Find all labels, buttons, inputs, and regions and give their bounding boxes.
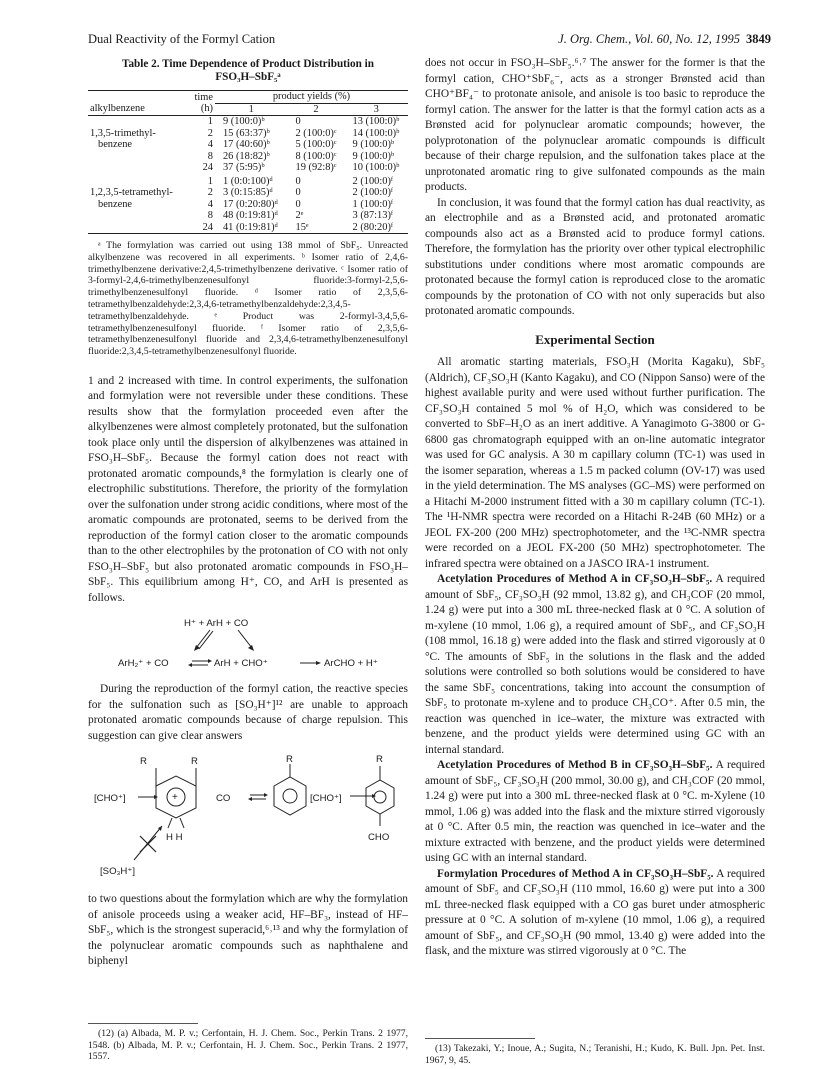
footnote-divider bbox=[425, 1038, 535, 1039]
cell-product-3: 2 (100:0)ᶠ bbox=[352, 187, 394, 198]
formyl-cation-label: [CHO⁺] bbox=[94, 793, 126, 805]
benzene-ring-structures bbox=[88, 748, 408, 888]
scheme-reactants-top: H⁺ + ArH + CO bbox=[184, 618, 249, 630]
cell-product-1: 41 (0:19:81)ᵈ bbox=[215, 222, 288, 234]
run-in-heading: Acetylation Procedures of Method A in CF₃SO₃H–SbF₅. bbox=[437, 573, 713, 585]
cell-product-2: 0 bbox=[295, 187, 301, 198]
cell-empty bbox=[88, 174, 185, 188]
table-row bbox=[88, 210, 408, 222]
footnote-12: (12) (a) Albada, M. P. v.; Cerfontain, H. J. Chem. Soc., Perkin Trans. 2 1977, 1548. (b) Albada, M. P. v.; Cerfontain, H. J. Chem. Soc., Perkin Trans. 2 1977, 1557. bbox=[88, 1028, 408, 1062]
cell-product-1: 17 (40:60)ᵇ bbox=[222, 139, 270, 150]
cell-product-2: 0 bbox=[295, 116, 301, 127]
cell-product-3: 9 (100:0)ᵇ bbox=[352, 150, 395, 162]
page-number: 3849 bbox=[746, 32, 771, 46]
table-row bbox=[88, 174, 408, 188]
cell-product-3: 1 (100:0)ᶠ bbox=[352, 198, 394, 210]
cell-empty bbox=[88, 222, 185, 234]
substituent-r: R bbox=[191, 756, 198, 768]
table-header-row bbox=[88, 91, 408, 104]
hh-label: H H bbox=[166, 832, 183, 844]
paragraph: All aromatic starting materials, FSO₃H (Morita Kagaku), SbF₅ (Aldrich), CF₃SO₃H (Kanto Kagaku), and CO (Nippon Sanso) were of the highest available purity and were used without further purification. The CF₃SO₃H contained 5 mol % of H₂O, which was considered to be converted to SbF–H₂O as an inert additive. A Yanagimoto G-3800 or G-6800 gas chromatograph equipped with an on-line automatic integrator was used for GC analysis. A 30 m capillary column (TC-1) was used in the isomer separation, whereas a 1.5 m packed column (OV-17) was used in the yield determination. The MS analyses (GC–MS) were performed on a Hitachi M-2000 instrument fitted with a 30 m capillary column (TC-1). The ¹H-NMR spectra were recorded on a Hitachi R-24B (60 MHz) or a JEOL FX-200 (200 MHz) spectrophotometer, and the ¹³C-NMR spectra were recorded on a JEOL FX-200 (50 MHz) spectrophotometer. The infrared spectra were obtained on a JASCO IRA-1 instrument. bbox=[425, 356, 765, 570]
header-product-1: 1 bbox=[215, 103, 288, 116]
cell-empty bbox=[88, 210, 185, 222]
cell-product-2: 8 (100:0)ᶜ bbox=[295, 150, 337, 162]
paragraph: does not occur in FSO₃H–SbF₅.⁶˒⁷ The answer for the former is that the formyl cation, CHO⁺SbF₆⁻, acts as a stronger Brønsted acid than CHO⁺BF₄⁻ to protonate anisole, and anisole is too basic to reproduce the formyl cation. The answer for the latter is that the formyl cation acts as a Brønsted acid for polynuclear aromatic compounds; however, the polyprotonation of the polynuclear aromatic compounds is difficult because of their charge repulsion, and the sulfonation takes place at the unprotonated aromatic ring to give sulfonated compounds as the main products. bbox=[425, 57, 765, 193]
paragraph: to two questions about the formylation which are why the formylation of anisole proceeds using a weaker acid, HF–BF₃, instead of HF–SbF₅, which is the strongest superacid,⁶˒¹³ and why the formylation of the polynuclear aromatic compounds such as naphthalene and biphenyl bbox=[88, 893, 408, 968]
table-row bbox=[88, 162, 408, 174]
table-title-line1: Table 2. Time Dependence of Product Distribution in bbox=[122, 58, 374, 70]
cell-time: 4 bbox=[207, 198, 213, 210]
header-product-3: 3 bbox=[345, 103, 408, 116]
footnotes-right bbox=[425, 1030, 765, 1066]
formyl-cation-label-2: [CHO⁺] bbox=[310, 793, 342, 805]
paragraph: In conclusion, it was found that the formyl cation has dual reactivity, as an electrophile and as a Brønsted acid, and protonated aromatic compounds also act as a Brønsted acid to produce formyl cations. Therefore, the formylation has the priority over other typical electrophilic substitutions under conditions where most aromatic compounds are protonated because the formyl cation is reproduced close to the aromatic compounds by the protonation of CO with not only superacids but also protonated aromatic compounds. bbox=[425, 196, 765, 317]
product-distribution-table bbox=[88, 90, 408, 234]
cell-product-1: 37 (5:95)ᵇ bbox=[222, 162, 265, 173]
footnote-13: (13) Takezaki, Y.; Inoue, A.; Sugita, N.; Teranishi, H.; Kudo, K. Bull. Jpn. Pet. Inst. 1967, 9, 45. bbox=[425, 1043, 765, 1066]
cell-product-3: 13 (100:0)ᵇ bbox=[352, 116, 400, 127]
cell-product-3: 14 (100:0)ᵇ bbox=[352, 127, 400, 139]
substituent-r: R bbox=[140, 756, 147, 768]
table-footnote-text: ᵃ The formylation was carried out using 138 mmol of SbF₅. Unreacted alkylbenzene was recovered in all experiments. ᵇ Isomer ratio of 2,4,6-trimethylbenzene derivative:2,4,5-trimethylbenzene derivative. ᶜ Isomer ratio of 3-formyl-2,4,6-trimethylbenzenesulfonyl fluoride:3-formyl-2,5,6-trimethylbenzenesulfonyl fluoride. ᵈ Isomer ratio of 2,3,5,6-tetramethylbenzaldehyde:2,3,4,6-tetramethylbenzaldehyde:2,3,4,5-tetramethylbenzaldehyde. ᵉ Product was 2-formyl-3,4,5,6-tetramethylbenzenesulfonyl fluoride. ᶠ Isomer ratio of 2,3,5,6-tetramethylbenzenesulfonyl fluoride and 2,3,4,6-tetramethylbenzenesulfonyl fluoride:2,3,4,5-tetramethylbenzenesulfonyl fluoride. bbox=[88, 240, 408, 358]
group-label-mesitylene-line2: benzene bbox=[98, 139, 133, 150]
cell-product-3: 9 (100:0)ᵇ bbox=[352, 139, 395, 150]
substituent-r: R bbox=[376, 754, 383, 766]
header-time-unit: (h) bbox=[185, 103, 215, 116]
paragraph-body: A required amount of SbF₅, CF₃SO₃H (200 mmol, 30.00 g), and CH₃COF (20 mmol, 1.24 g) were put into a 300 mL three-necked flask at 0 °C. m-Xylene (10 mmol, 1.06 g) was added into the flask and the mixture stirred vigorously at 0 °C. After 0.5 min, the reaction was quenched in ice–water and the mixture extracted with benzene, and the product yields were determined using GC with an internal standard. bbox=[425, 759, 765, 864]
table-row bbox=[88, 139, 408, 151]
sulfonium-label: [SO₃H⁺] bbox=[100, 866, 136, 878]
table-row bbox=[88, 199, 408, 211]
group-label-isodurene-line1: 1,2,3,5-tetramethyl- bbox=[90, 187, 173, 198]
paragraph-formylation-a bbox=[425, 867, 765, 960]
cell-product-1: 1 (0:0:100)ᵈ bbox=[222, 175, 273, 187]
substituent-r: R bbox=[286, 754, 293, 766]
cell-product-1: 17 (0:20:80)ᵈ bbox=[222, 198, 278, 210]
cell-empty bbox=[88, 116, 185, 128]
cell-product-3: 2 (100:0)ᶠ bbox=[352, 175, 394, 187]
table-row bbox=[88, 151, 408, 163]
cell-time: 8 bbox=[207, 150, 213, 162]
run-in-heading: Acetylation Procedures of Method B in CF₃SO₃H–SbF₅. bbox=[437, 759, 713, 771]
table-title-line2: FSO₃H–SbF₅ᵃ bbox=[215, 71, 281, 83]
cell-product-2: 0 bbox=[295, 198, 301, 210]
header-product-2: 2 bbox=[288, 103, 345, 116]
table-row bbox=[88, 187, 408, 199]
paragraph-body: A required amount of SbF₅ and CF₃SO₃H (110 mmol, 16.60 g) were put into a 300 mL three-necked flask equipped with a CO gas buret under atmospheric pressure at 0 °C. A solution of m-xylene (10 mmol, 1.06 g), a required amount of SbF₅, and CF₃SO₃H (90 mmol, 13.40 g) were added into the flask, and the mixture was stirred vigorously at 0 °C. The bbox=[425, 867, 765, 957]
cell-time: 4 bbox=[207, 139, 213, 150]
footnote-divider bbox=[88, 1023, 198, 1024]
table-footnotes bbox=[88, 240, 408, 358]
scheme-middle: ArH + CHO⁺ bbox=[214, 658, 268, 670]
right-column bbox=[425, 56, 765, 960]
left-column bbox=[88, 56, 408, 970]
cell-time: 2 bbox=[207, 187, 213, 198]
co-label: CO bbox=[216, 793, 231, 805]
left-body-text-2 bbox=[88, 682, 408, 744]
scheme-right: ArCHO + H⁺ bbox=[324, 658, 378, 670]
cell-product-1: 15 (63:37)ᵇ bbox=[222, 127, 270, 139]
cell-product-3: 10 (100:0)ᵇ bbox=[352, 162, 400, 173]
cell-time: 24 bbox=[202, 162, 213, 173]
cell-product-2: 19 (92:8)ᶜ bbox=[295, 162, 337, 173]
running-head-title: Dual Reactivity of the Formyl Cation bbox=[88, 32, 276, 46]
aldehyde-label: CHO bbox=[368, 832, 390, 844]
run-in-heading: Formylation Procedures of Method A in CF₃SO₃H–SbF₅. bbox=[437, 867, 714, 880]
cell-product-2: 2 (100:0)ᶜ bbox=[295, 127, 337, 139]
footnotes-left bbox=[88, 1015, 408, 1063]
equilibrium-scheme bbox=[88, 612, 408, 678]
cell-time: 1 bbox=[207, 175, 213, 187]
cell-time: 2 bbox=[207, 127, 213, 139]
cell-time: 1 bbox=[207, 116, 213, 127]
section-heading: Experimental Section bbox=[535, 331, 655, 347]
left-body-text-3 bbox=[88, 892, 408, 970]
table-row bbox=[88, 116, 408, 128]
ring-charge: + bbox=[172, 792, 178, 804]
right-body-text bbox=[425, 56, 765, 320]
header-time: time bbox=[185, 91, 215, 104]
table-title bbox=[88, 58, 408, 84]
scheme-left: ArH₂⁺ + CO bbox=[118, 658, 169, 670]
paragraph: During the reproduction of the formyl cation, the reactive species for the sulfonation such as [SO₃H⁺]¹² are unable to approach protonated aromatic compounds because of charge repulsion. This suggestion can give clear answers bbox=[88, 683, 408, 742]
cell-product-2: 15ᵉ bbox=[288, 222, 345, 234]
cell-product-2: 0 bbox=[295, 175, 301, 187]
cell-product-1: 9 (100:0)ᵇ bbox=[222, 116, 265, 127]
group-label-mesitylene-line1: 1,3,5-trimethyl- bbox=[90, 127, 156, 139]
cell-product-1: 48 (0:19:81)ᵈ bbox=[222, 210, 278, 221]
cell-time: 8 bbox=[207, 210, 213, 221]
cell-empty bbox=[88, 162, 185, 174]
paragraph-body: A required amount of SbF₅, CF₃SO₃H (92 mmol, 13.82 g), and CH₃COF (20 mmol, 1.24 g) were put into a 300 mL three-necked flask at 0 °C. A solution of m-xylene (10 mmol, 1.06 g), a required amount of SbF₅, and CF₃SO₃H (108 mmol, 16.18 g) were added into the flask and stirred vigorously at 0 °C. The amounts of SbF₅ in the solutions in the flask and the added solutions were controlled so both solutions would be considered to have the same SbF₅ concentrations, taking into account the consumption of SbF₅ to protonate m-xylene and to produce CH₃CO⁺. After 0.5 min, the reaction was quenched in ice–water, the mixture was extracted with benzene, and the product yields were determined using GC with an internal standard. bbox=[425, 573, 765, 756]
running-head-journal bbox=[558, 32, 771, 47]
cell-product-3: 2 (80:20)ᶠ bbox=[345, 222, 408, 234]
table-row bbox=[88, 128, 408, 140]
reaction-structure-scheme bbox=[88, 748, 408, 888]
header-product-yields: product yields (%) bbox=[215, 91, 408, 104]
left-body-text bbox=[88, 374, 408, 607]
paragraph: 1 and 2 increased with time. In control experiments, the sulfonation and formylation were not reversible under these conditions. These results show that the formylation proceeded even after the alkylbenzenes were almost completely protonated, but the sulfonation took place only until the dispersion of alkylbenzenes was attained in FSO₃H–SbF₅. Because the formyl cation does not react with protonated aromatic compounds,⁸ the formylation is clearly one of electrophilic substitutions. Therefore, the priority of the formylation over the sulfonation under strong acidic conditions, where most of the aromatic compounds are protonated, seems to be derived from the reproduction of the formyl cation closer to the aromatic compounds than to the other electrophiles by the protonation of CO with not only FSO₃H–SbF₅ but also protonated aromatic compounds in FSO₃H–SbF₅. This equilibrium among H⁺, CO, and ArH is presented as follows. bbox=[88, 374, 408, 604]
header-alkylbenzene: alkylbenzene bbox=[88, 91, 185, 116]
experimental-text bbox=[425, 355, 765, 960]
table-row bbox=[88, 222, 408, 234]
cell-empty bbox=[88, 151, 185, 163]
cell-product-1: 3 (0:15:85)ᵈ bbox=[222, 187, 273, 198]
paragraph-method-a bbox=[425, 572, 765, 758]
cell-product-2: 2ᵉ bbox=[295, 210, 304, 221]
journal-citation: J. Org. Chem., Vol. 60, No. 12, 1995 bbox=[558, 32, 740, 46]
cell-product-1: 26 (18:82)ᵇ bbox=[222, 150, 270, 162]
paragraph-method-b bbox=[425, 758, 765, 867]
group-label-isodurene-line2: benzene bbox=[98, 198, 133, 210]
cell-product-2: 5 (100:0)ᶜ bbox=[295, 139, 337, 150]
cell-time: 24 bbox=[185, 222, 215, 234]
cell-product-3: 3 (87:13)ᶠ bbox=[352, 210, 394, 221]
